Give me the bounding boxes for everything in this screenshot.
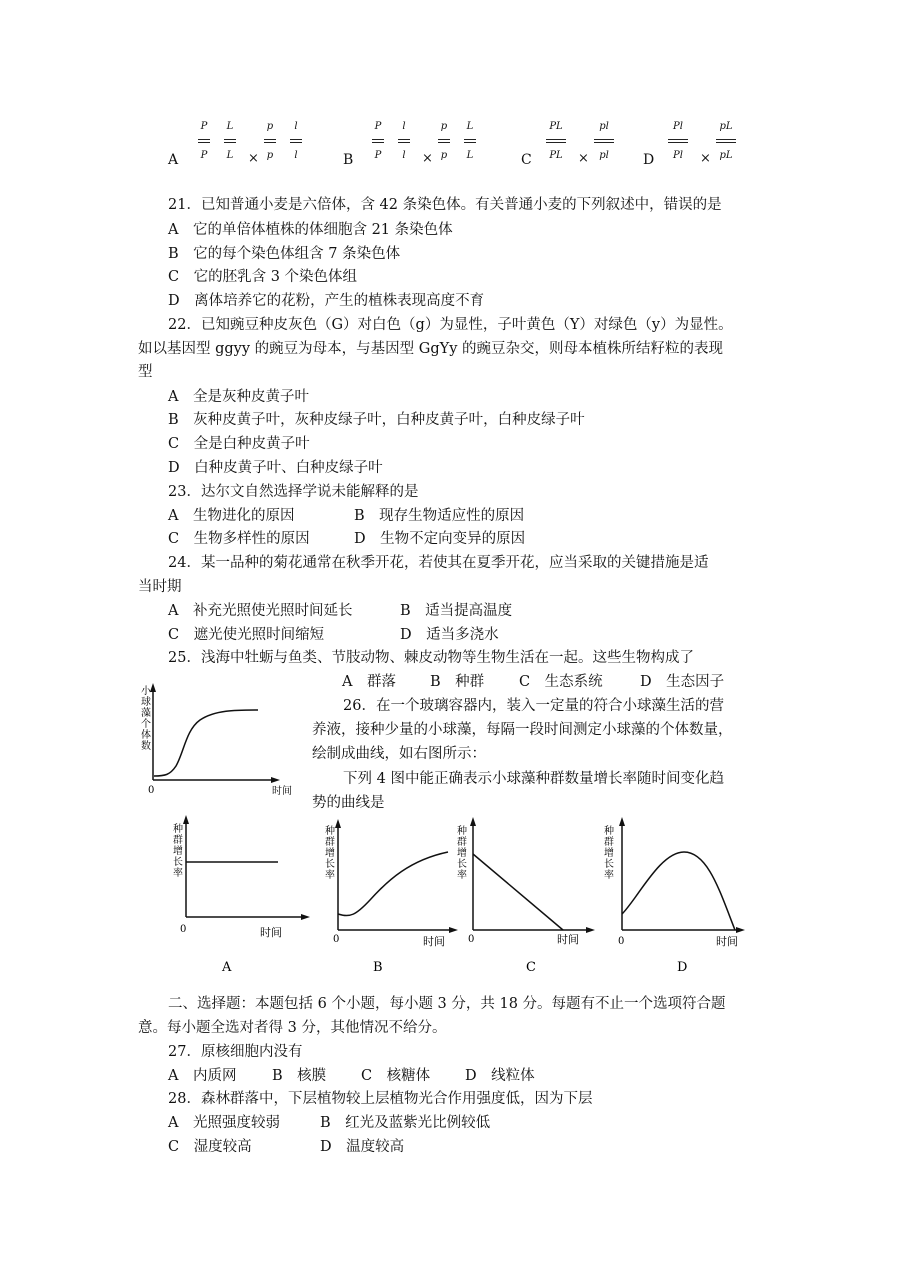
q22-stem-line1: 22．已知豌豆种皮灰色（G）对白色（g）为显性，子叶黄色（Y）对绿色（y）为显性。 xyxy=(168,317,733,333)
genotype-denominator: pL xyxy=(719,150,733,161)
fraction-bar xyxy=(668,142,688,143)
fraction-bar xyxy=(198,139,210,140)
genotype-numerator: p xyxy=(266,121,274,132)
q26-population-chart xyxy=(140,680,310,800)
q26-c-label: C xyxy=(526,960,536,975)
fraction-bar xyxy=(290,139,302,140)
q21-option-b: B 它的每个染色体组含 7 条染色体 xyxy=(168,246,401,262)
q26-stem-line4: 下列 4 图中能正确表示小球藻种群数量增长率随时间变化趋 xyxy=(343,771,724,787)
q26-c-xlabel: 时间 xyxy=(557,933,579,946)
fraction-bar xyxy=(464,142,476,143)
fraction-bar xyxy=(398,142,410,143)
q26-a-xlabel: 时间 xyxy=(260,926,282,939)
fraction-bar xyxy=(594,139,614,140)
fraction-bar xyxy=(264,142,276,143)
q28-option-c: C 湿度较高 xyxy=(168,1139,252,1155)
section2-line2: 意。每小题全选对者得 3 分，其他情况不给分。 xyxy=(138,1020,447,1036)
q26-chart-d xyxy=(604,817,745,975)
fraction-bar xyxy=(716,139,736,140)
q26-main-xlabel: 时间 xyxy=(272,786,292,797)
genotype-numerator: pl xyxy=(599,121,609,132)
q26-d-origin: 0 xyxy=(618,936,625,947)
q22-stem-line3: 型 xyxy=(138,364,153,380)
fraction-bar xyxy=(716,142,736,143)
q20-option-a-label: A xyxy=(168,152,179,168)
fraction-bar xyxy=(438,139,450,140)
q24-stem-line2: 当时期 xyxy=(138,579,182,595)
q24-option-c: C 遮光使光照时间缩短 xyxy=(168,627,325,643)
q26-stem-line3: 绘制成曲线，如右图所示： xyxy=(312,746,486,762)
q27-option-a: A 内质网 xyxy=(168,1068,237,1084)
genotype-numerator: P xyxy=(200,121,208,132)
q25-option-c: C 生态系统 xyxy=(519,674,603,690)
q26-a-label: A xyxy=(222,960,232,975)
q28-stem: 28．森林群落中，下层植物较上层植物光合作用强度低，因为下层 xyxy=(168,1091,593,1107)
genotype-denominator: p xyxy=(440,150,448,161)
genotype-denominator: L xyxy=(466,150,474,161)
q26-chart-c xyxy=(457,817,595,975)
q23-stem: 23．达尔文自然选择学说未能解释的是 xyxy=(168,484,419,500)
q21-option-d: D 离体培养它的花粉，产生的植株表现高度不育 xyxy=(168,293,485,309)
q26-d-ylabel: 种群增长率 xyxy=(604,826,614,881)
genotype-denominator: L xyxy=(226,150,234,161)
genotype-numerator: Pl xyxy=(673,121,683,132)
q26-c-ylabel: 种群增长率 xyxy=(457,826,467,881)
q26-main-ylabel: 小球藻个体数 xyxy=(141,686,151,752)
genotype-denominator: P xyxy=(374,150,382,161)
q26-a-ylabel: 种群增长率 xyxy=(173,824,183,879)
q26-stem-line1: 26．在一个玻璃容器内，装入一定量的符合小球藻生活的营 xyxy=(343,698,724,714)
fraction-bar xyxy=(594,142,614,143)
fraction-bar xyxy=(198,142,210,143)
genotype-numerator: pL xyxy=(719,121,733,132)
q26-d-label: D xyxy=(677,960,688,975)
genotype-denominator: l xyxy=(294,150,298,161)
fraction-bar xyxy=(398,139,410,140)
fraction-bar xyxy=(224,139,236,140)
q21-option-c: C 它的胚乳含 3 个染色体组 xyxy=(168,269,358,285)
q24-option-b: B 适当提高温度 xyxy=(400,603,513,619)
q28-option-a: A 光照强度较弱 xyxy=(168,1115,280,1131)
genotype-numerator: P xyxy=(374,121,382,132)
q27-stem: 27．原核细胞内没有 xyxy=(168,1044,303,1060)
section2-line1: 二、选择题：本题包括 6 个小题，每小题 3 分，共 18 分。每题有不止一个选项符合题 xyxy=(168,996,726,1012)
q26-d-xlabel: 时间 xyxy=(716,935,738,948)
genotype-numerator: l xyxy=(294,121,298,132)
q22-option-b: B 灰种皮黄子叶，灰种皮绿子叶，白种皮黄子叶，白种皮绿子叶 xyxy=(168,412,585,428)
q23-option-b: B 现存生物适应性的原因 xyxy=(354,508,525,524)
q26-chart-a xyxy=(173,815,310,975)
fraction-bar xyxy=(264,139,276,140)
fraction-bar xyxy=(372,139,384,140)
times-sign: × xyxy=(700,151,711,166)
q24-stem-line1: 24．某一品种的菊花通常在秋季开花，若使其在夏季开花，应当采取的关键措施是适 xyxy=(168,555,709,571)
q26-main-origin: 0 xyxy=(148,785,155,796)
q22-option-d: D 白种皮黄子叶、白种皮绿子叶 xyxy=(168,460,383,476)
q23-option-c: C 生物多样性的原因 xyxy=(168,531,310,547)
genotype-denominator: P xyxy=(200,150,208,161)
q21-option-a: A 它的单倍体植株的体细胞含 21 条染色体 xyxy=(168,222,453,238)
genotype-numerator: p xyxy=(440,121,448,132)
q27-option-b: B 核膜 xyxy=(272,1068,327,1084)
q28-option-b: B 红光及蓝紫光比例较低 xyxy=(320,1115,491,1131)
q28-option-d: D 温度较高 xyxy=(320,1139,405,1155)
q23-option-d: D 生物不定向变异的原因 xyxy=(354,531,526,547)
q26-b-origin: 0 xyxy=(333,934,340,945)
times-sign: × xyxy=(248,151,259,166)
times-sign: × xyxy=(422,151,433,166)
q20-option-c-label: C xyxy=(521,152,532,168)
q26-stem-line5: 势的曲线是 xyxy=(312,795,385,811)
fraction-bar xyxy=(668,139,688,140)
genotype-numerator: PL xyxy=(549,121,563,132)
q22-stem-line2: 如以基因型 ggyy 的豌豆为母本，与基因型 GgYy 的豌豆杂交，则母本植株所结籽粒的表现 xyxy=(138,341,724,357)
genotype-numerator: L xyxy=(466,121,474,132)
q22-option-c: C 全是白种皮黄子叶 xyxy=(168,436,310,452)
genotype-denominator: PL xyxy=(549,150,563,161)
q25-option-a: A 群落 xyxy=(342,674,396,690)
genotype-numerator: L xyxy=(226,121,234,132)
fraction-bar xyxy=(464,139,476,140)
q24-option-d: D 适当多浇水 xyxy=(400,627,499,643)
fraction-bar xyxy=(546,139,566,140)
q20-option-b-label: B xyxy=(343,152,354,168)
q24-option-a: A 补充光照使光照时间延长 xyxy=(168,603,353,619)
q26-c-origin: 0 xyxy=(468,934,475,945)
fraction-bar xyxy=(438,142,450,143)
genotype-denominator: Pl xyxy=(673,150,683,161)
q25-option-b: B 种群 xyxy=(430,674,485,690)
q26-b-label: B xyxy=(373,960,383,975)
times-sign: × xyxy=(578,151,589,166)
genotype-denominator: l xyxy=(402,150,406,161)
q21-stem: 21．已知普通小麦是六倍体，含 42 条染色体。有关普通小麦的下列叙述中，错误的是 xyxy=(168,197,722,213)
q22-option-a: A 全是灰种皮黄子叶 xyxy=(168,389,309,405)
q26-b-ylabel: 种群增长率 xyxy=(325,826,335,881)
q25-stem: 25．浅海中牡蛎与鱼类、节肢动物、棘皮动物等生物生活在一起。这些生物构成了 xyxy=(168,650,694,666)
fraction-bar xyxy=(372,142,384,143)
q27-option-d: D 线粒体 xyxy=(465,1068,535,1084)
fraction-bar xyxy=(224,142,236,143)
q27-option-c: C 核糖体 xyxy=(361,1068,431,1084)
q26-a-origin: 0 xyxy=(180,924,187,935)
q23-option-a: A 生物进化的原因 xyxy=(168,508,295,524)
genotype-denominator: p xyxy=(266,150,274,161)
q26-stem-line2: 养液，接种少量的小球藻，每隔一段时间测定小球藻的个体数量， xyxy=(312,722,733,738)
genotype-denominator: pl xyxy=(599,150,609,161)
q25-option-d: D 生态因子 xyxy=(640,674,725,690)
q26-option-charts xyxy=(160,812,900,982)
q26-b-xlabel: 时间 xyxy=(423,935,445,948)
q26-chart-b xyxy=(325,819,458,975)
fraction-bar xyxy=(546,142,566,143)
fraction-bar xyxy=(290,142,302,143)
genotype-numerator: l xyxy=(402,121,406,132)
q20-option-d-label: D xyxy=(643,152,655,168)
